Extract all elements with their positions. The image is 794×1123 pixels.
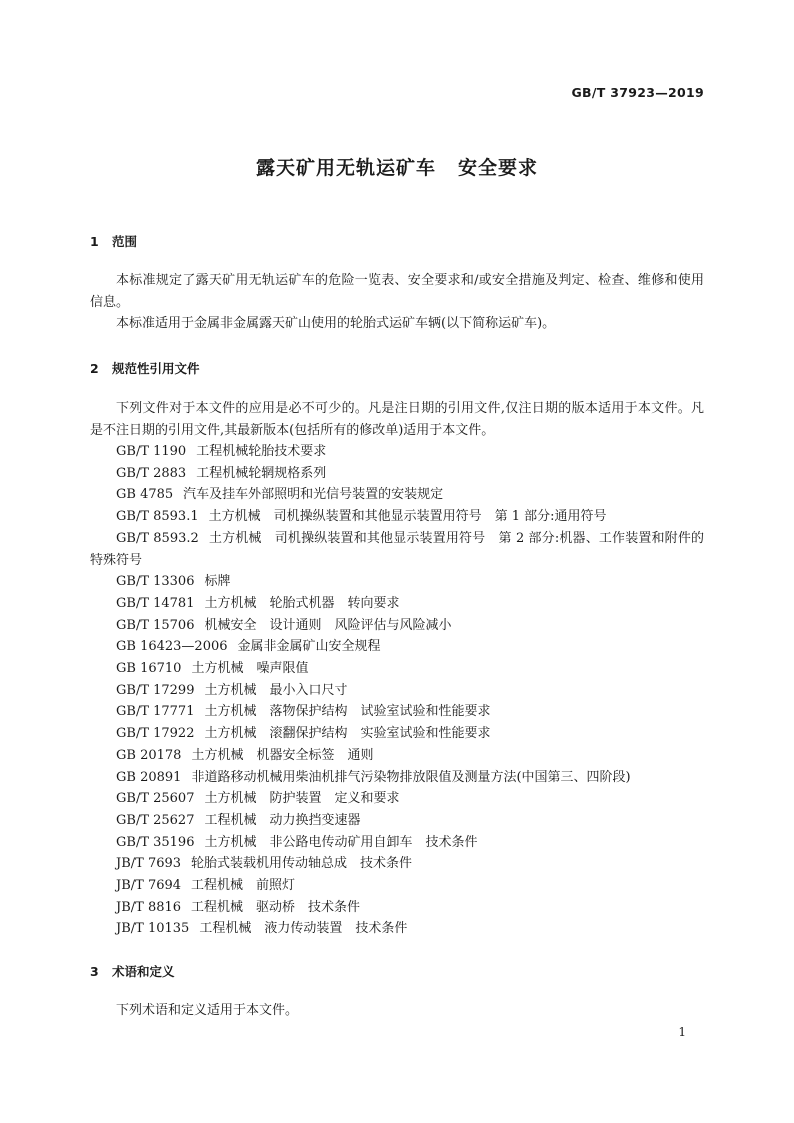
reference-item — [90, 593, 704, 615]
reference-item — [90, 680, 704, 702]
reference-code: GB/T 25627 — [116, 812, 195, 828]
reference-title: 土方机械 防护装置 定义和要求 — [204, 791, 400, 807]
document-title-sub: 安全要求 — [458, 157, 539, 179]
scope-paragraph-2: 本标准适用于金属非金属露天矿山使用的轮胎式运矿车辆(以下简称运矿车)。 — [116, 316, 556, 331]
reference-title: 土方机械 非公路电传动矿用自卸车 技术条件 — [204, 834, 478, 850]
reference-code: JB/T 7693 — [116, 856, 182, 872]
section-number: 2 — [90, 361, 99, 376]
reference-list — [90, 441, 704, 940]
reference-code: GB/T 1190 — [116, 444, 187, 459]
document-title — [0, 153, 794, 180]
reference-item — [90, 463, 704, 485]
reference-item — [90, 875, 704, 897]
document-title-main: 露天矿用无轨运矿车 — [255, 157, 436, 179]
reference-code: GB/T 35196 — [116, 834, 195, 850]
reference-code: GB/T 25607 — [116, 791, 195, 807]
section-number: 3 — [90, 964, 99, 979]
reference-code: GB/T 14781 — [116, 595, 195, 611]
reference-code: GB 16423—2006 — [116, 639, 228, 655]
reference-code: GB/T 15706 — [116, 617, 195, 633]
section-title: 规范性引用文件 — [112, 361, 200, 376]
reference-item — [90, 788, 704, 810]
reference-title: 汽车及挂车外部照明和光信号装置的安装规定 — [183, 487, 444, 503]
reference-title: 机械安全 设计通则 风险评估与风险减小 — [204, 617, 452, 633]
reference-code: GB 20891 — [116, 769, 182, 785]
reference-title: 土方机械 司机操纵装置和其他显示装置用符号 第 1 部分:通用符号 — [208, 509, 607, 525]
reference-title: 工程机械 动力换挡变速器 — [204, 812, 361, 828]
reference-item — [90, 767, 704, 789]
page-number: 1 — [678, 1025, 686, 1039]
reference-code: GB/T 8593.1 — [116, 509, 199, 525]
section-heading-scope — [90, 232, 137, 250]
reference-item — [90, 918, 704, 940]
reference-title: 土方机械 落物保护结构 试验室试验和性能要求 — [204, 704, 491, 720]
reference-code: GB/T 8593.2 — [116, 530, 199, 546]
reference-item — [90, 615, 704, 637]
reference-item — [90, 853, 704, 875]
reference-item — [90, 658, 704, 680]
scope-paragraph-1: 本标准规定了露天矿用无轨运矿车的危险一览表、安全要求和/或安全措施及判定、检查、维修和使用信息。 — [90, 273, 704, 310]
standard-code: GB/T 37923—2019 — [571, 85, 704, 100]
reference-title: 土方机械 滚翻保护结构 实验室试验和性能要求 — [204, 726, 491, 742]
reference-item — [90, 745, 704, 767]
section-title: 范围 — [112, 234, 138, 249]
reference-title: 标牌 — [204, 574, 231, 590]
reference-item — [90, 701, 704, 723]
reference-item — [90, 832, 704, 854]
reference-title: 工程机械 前照灯 — [191, 878, 296, 894]
reference-title: 轮胎式装载机用传动轴总成 技术条件 — [191, 856, 413, 872]
reference-title: 土方机械 机器安全标签 通则 — [191, 747, 374, 763]
terms-intro: 下列术语和定义适用于本文件。 — [116, 1003, 299, 1018]
reference-item — [90, 571, 704, 593]
reference-item — [90, 636, 704, 658]
reference-item — [90, 506, 704, 528]
section-heading-normative-references — [90, 359, 200, 377]
reference-title: 土方机械 轮胎式机器 转向要求 — [204, 595, 400, 611]
reference-code: JB/T 8816 — [116, 899, 182, 915]
reference-item — [90, 810, 704, 832]
reference-code: GB/T 17771 — [116, 704, 195, 720]
reference-title: 工程机械 驱动桥 技术条件 — [191, 899, 361, 915]
reference-title: 非道路移动机械用柴油机排气污染物排放限值及测量方法(中国第三、四阶段) — [191, 769, 631, 785]
reference-item — [90, 723, 704, 745]
reference-title: 工程机械 液力传动装置 技术条件 — [199, 921, 408, 937]
reference-item — [90, 441, 704, 463]
reference-title: 土方机械 司机操纵装置和其他显示装置用符号 第 2 部分:机器、工作装置和附件的特殊符号 — [90, 530, 705, 568]
reference-code: GB 4785 — [116, 487, 174, 503]
reference-code: GB/T 17299 — [116, 682, 195, 698]
reference-title: 金属非金属矿山安全规程 — [237, 639, 381, 655]
reference-code: GB 16710 — [116, 661, 182, 677]
reference-title: 土方机械 噪声限值 — [191, 661, 309, 677]
reference-code: GB/T 2883 — [116, 465, 187, 481]
reference-code: JB/T 7694 — [116, 878, 182, 894]
reference-code: JB/T 10135 — [116, 921, 190, 937]
reference-title: 土方机械 最小入口尺寸 — [204, 682, 348, 698]
section-heading-terms-definitions — [90, 962, 175, 980]
references-intro: 下列文件对于本文件的应用是必不可少的。凡是注日期的引用文件,仅注日期的版本适用于本文件。凡是不注日期的引用文件,其最新版本(包括所有的修改单)适用于本文件。 — [90, 401, 704, 438]
reference-item — [90, 897, 704, 919]
section-number: 1 — [90, 234, 99, 249]
section-title: 术语和定义 — [112, 964, 175, 979]
reference-code: GB/T 13306 — [116, 574, 195, 590]
reference-item — [90, 484, 704, 506]
reference-item — [90, 528, 704, 571]
reference-code: GB 20178 — [116, 747, 182, 763]
reference-title: 工程机械轮胎技术要求 — [196, 444, 327, 459]
reference-title: 工程机械轮辋规格系列 — [196, 465, 327, 481]
reference-code: GB/T 17922 — [116, 726, 195, 742]
